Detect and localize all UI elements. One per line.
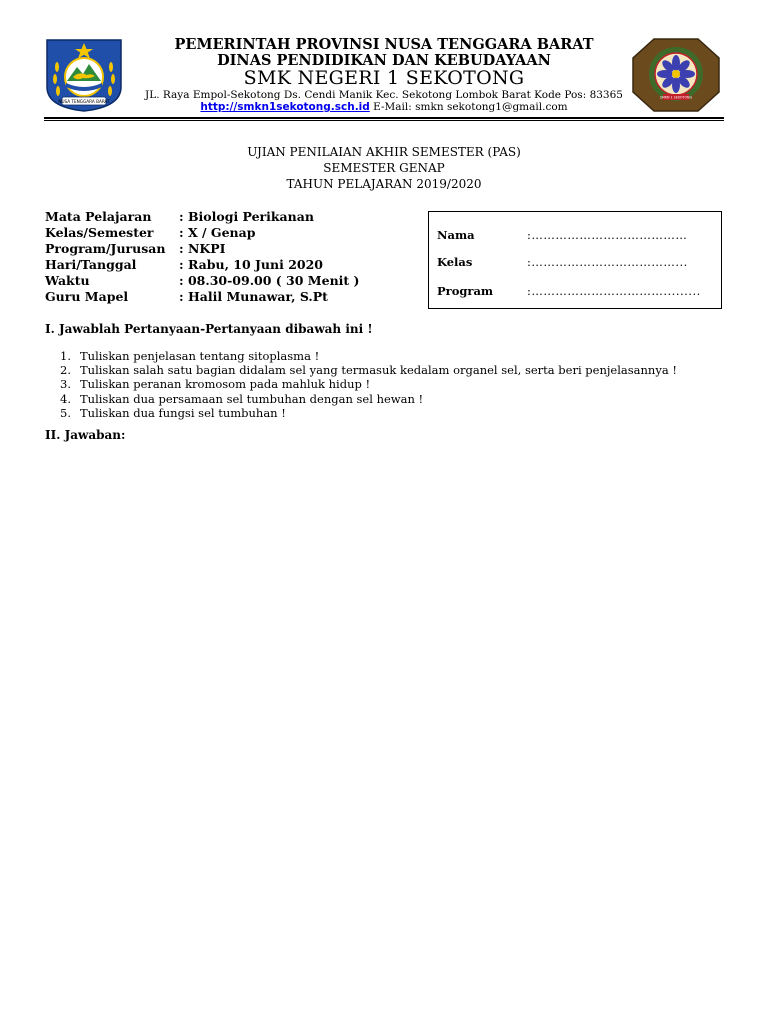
exam-title: UJIAN PENILAIAN AKHIR SEMESTER (PAS): [247, 145, 521, 159]
info-value: : 08.30-09.00 ( 30 Menit ): [179, 273, 360, 288]
section-2-heading: II. Jawaban:: [45, 428, 126, 442]
info-row-subject: [45, 209, 359, 225]
info-label: Hari/Tanggal: [45, 257, 137, 272]
info-value: : X / Genap: [179, 225, 256, 240]
letterhead-contact: [140, 101, 628, 113]
identity-fill-line[interactable]: :…………………………….........: [527, 284, 701, 298]
info-label: Kelas/Semester: [45, 225, 154, 240]
info-value: : Rabu, 10 Juni 2020: [179, 257, 324, 272]
question-item: [60, 406, 677, 420]
school-email: E-Mail: smkn sekotong1@gmail.com: [373, 101, 568, 113]
question-text: Tuliskan salah satu bagian didalam sel yang termasuk kedalam organel sel, serta beri penjelasannya !: [80, 363, 677, 378]
identity-fill-line[interactable]: :………………………………...: [527, 255, 688, 269]
letterhead-divider-thin: [44, 120, 724, 121]
info-label: Guru Mapel: [45, 289, 129, 304]
info-row-time: [45, 273, 359, 289]
question-list: [60, 349, 677, 420]
ntb-emblem-logo: [43, 37, 125, 113]
school-seal-banner-text: SMKN 1 SEKOTONG: [659, 95, 693, 100]
question-text: Tuliskan dua persamaan sel tumbuhan dengan sel hewan !: [80, 391, 424, 406]
section-1-heading: I. Jawablah Pertanyaan-Pertanyaan dibawah ini !: [45, 322, 373, 336]
info-label: Program/Jurusan: [45, 241, 166, 256]
info-row-date: [45, 257, 359, 273]
info-row-program: [45, 241, 359, 257]
info-row-teacher: [45, 289, 359, 305]
identity-label: Kelas: [437, 255, 473, 269]
identity-fill-line[interactable]: :…………………………………: [527, 228, 688, 242]
identity-row-name[interactable]: [437, 228, 717, 242]
identity-row-class[interactable]: [437, 255, 717, 269]
question-item: [60, 349, 677, 363]
info-label: Mata Pelajaran: [45, 209, 152, 224]
info-value: : NKPI: [179, 241, 226, 256]
letterhead-school-name: SMK NEGERI 1 SEKOTONG: [243, 67, 525, 89]
question-number: 3.: [60, 377, 71, 392]
identity-label: Program: [437, 284, 494, 298]
question-item: [60, 363, 677, 377]
identity-label: Nama: [437, 228, 475, 242]
info-label: Waktu: [45, 273, 90, 288]
info-row-class: [45, 225, 359, 241]
info-value: : Halil Munawar, S.Pt: [179, 289, 328, 304]
info-value: : Biologi Perikanan: [179, 209, 314, 224]
question-text: Tuliskan dua fungsi sel tumbuhan !: [80, 405, 286, 420]
identity-row-program[interactable]: [437, 284, 717, 298]
question-number: 1.: [60, 349, 71, 363]
question-number: 5.: [60, 405, 71, 420]
student-identity-box: [428, 211, 722, 309]
exam-semester: SEMESTER GENAP: [323, 161, 445, 175]
question-number: 2.: [60, 363, 71, 378]
school-website-link[interactable]: http://smkn1sekotong.sch.id: [200, 101, 370, 113]
exam-academic-year: TAHUN PELAJARAN 2019/2020: [286, 177, 482, 191]
question-text: Tuliskan peranan kromosom pada mahluk hidup !: [80, 377, 371, 392]
school-seal-logo: [632, 38, 720, 112]
ntb-emblem-banner-text: NUSA TENGGARA BARAT: [58, 99, 110, 104]
letterhead-government-line: PEMERINTAH PROVINSI NUSA TENGGARA BARAT: [174, 36, 594, 53]
letterhead-department-line: DINAS PENDIDIKAN DAN KEBUDAYAAN: [217, 52, 551, 69]
question-item: [60, 377, 677, 391]
exam-info-table: [45, 209, 359, 305]
question-text: Tuliskan penjelasan tentang sitoplasma !: [80, 349, 320, 363]
letterhead-address: JL. Raya Empol-Sekotong Ds. Cendi Manik Kec. Sekotong Lombok Barat Kode Pos: 83365: [145, 89, 623, 101]
letterhead-divider-thick: [44, 117, 724, 119]
question-item: [60, 392, 677, 406]
question-number: 4.: [60, 391, 71, 406]
